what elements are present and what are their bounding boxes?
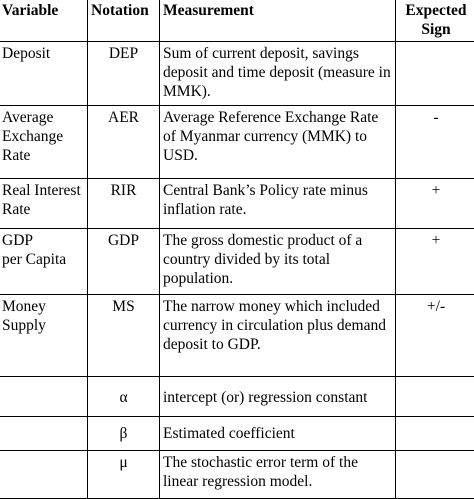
cell-measurement: The narrow money which included currency in circulation plus demand deposit to GDP. <box>160 295 396 377</box>
cell-variable: Deposit <box>0 42 88 106</box>
cell-notation: AER <box>88 106 160 179</box>
table-row <box>0 42 474 106</box>
cell-measurement: The stochastic error term of the linear regression model. <box>160 451 396 499</box>
cell-notation: DEP <box>88 42 160 106</box>
cell-sign: +/- <box>396 295 474 377</box>
cell-notation: β <box>88 417 160 451</box>
table-row <box>0 451 474 499</box>
cell-variable <box>0 377 88 417</box>
table-row <box>0 377 474 417</box>
cell-sign <box>396 451 474 499</box>
cell-notation: GDP <box>88 229 160 295</box>
cell-sign: - <box>396 106 474 179</box>
cell-variable: Money Supply <box>0 295 88 377</box>
cell-measurement: Average Reference Exchange Rate of Myanmar currency (MMK) to USD. <box>160 106 396 179</box>
cell-measurement: intercept (or) regression constant <box>160 377 396 417</box>
cell-notation: MS <box>88 295 160 377</box>
table-row <box>0 106 474 179</box>
cell-measurement: The gross domestic product of a country divided by its total population. <box>160 229 396 295</box>
cell-variable: Average Exchange Rate <box>0 106 88 179</box>
cell-variable <box>0 451 88 499</box>
cell-variable <box>0 417 88 451</box>
cell-sign: + <box>396 229 474 295</box>
cell-sign <box>396 417 474 451</box>
header-expected-sign: Expected Sign <box>396 0 474 42</box>
cell-notation: α <box>88 377 160 417</box>
header-measurement: Measurement <box>160 0 396 42</box>
cell-sign <box>396 42 474 106</box>
cell-notation: RIR <box>88 179 160 229</box>
header-row <box>0 0 474 42</box>
cell-measurement: Sum of current deposit, savings deposit and time deposit (measure in MMK). <box>160 42 396 106</box>
table-row <box>0 295 474 377</box>
cell-sign <box>396 377 474 417</box>
table-row <box>0 417 474 451</box>
cell-variable: Real Interest Rate <box>0 179 88 229</box>
cell-notation: μ <box>88 451 160 499</box>
table-row <box>0 179 474 229</box>
cell-sign: + <box>396 179 474 229</box>
header-variable: Variable <box>0 0 88 42</box>
header-notation: Notation <box>88 0 160 42</box>
table-row <box>0 229 474 295</box>
cell-variable: GDP per Capita <box>0 229 88 295</box>
cell-measurement: Estimated coefficient <box>160 417 396 451</box>
cell-measurement: Central Bank’s Policy rate minus inflation rate. <box>160 179 396 229</box>
